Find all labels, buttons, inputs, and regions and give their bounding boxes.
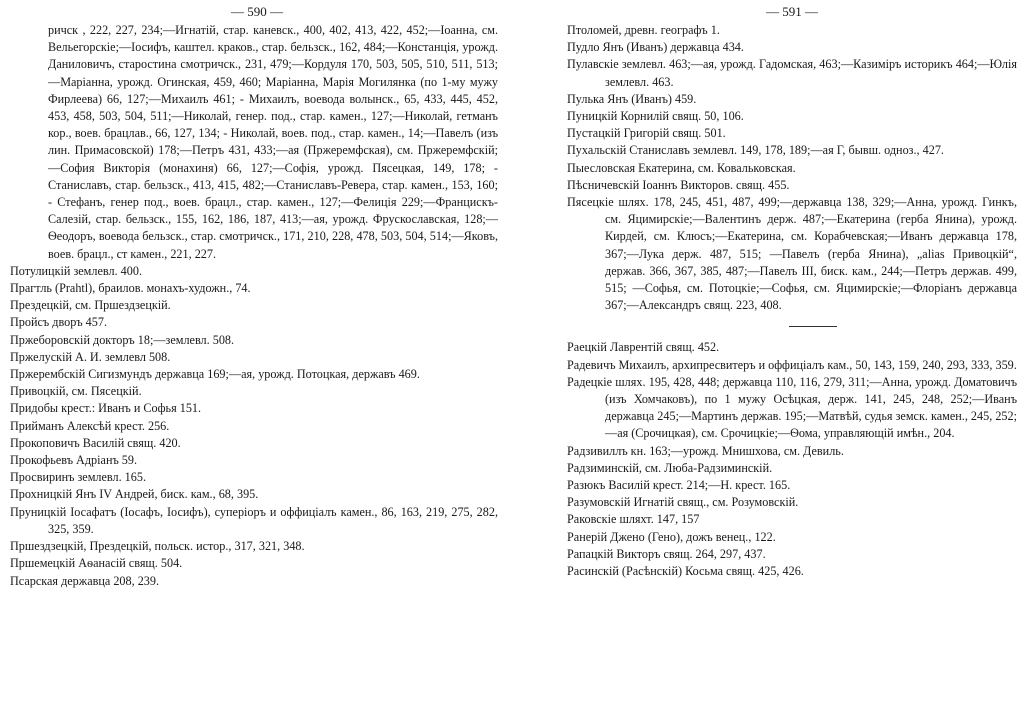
index-entry: Пулька Янъ (Иванъ) 459. (567, 91, 697, 106)
index-entry: Просвиринъ землевл. 165. (10, 470, 146, 485)
index-entry: Раковскіе шляхт. 147, 157 (567, 512, 700, 527)
index-entry: Пясецкіе шлях. 178, 245, 451, 487, 499;—державца 138, 329;—Анна, урожд. Гинкъ, см. Яцимирскіе;—Валентинъ держ. 487;—Екатерина (герба Янина), урожд. Кирдей, см. Клюсъ;—Екатерина, см. Корабчевская;—Иванъ державца 178, 367;—Лука держ. 487, 515; —Павелъ (герба Янина), „alias Привоцкій“, держав. 366, 367, 385, 487;—Павелъ III, биск. кам., 244;—Петръ держав. 499, 515; —Софья, см. Потоцкіе;—Софья, см. Яцимирскіе;—Флоріанъ державца 367;—Александръ свящ. 223, 408. (567, 195, 1017, 313)
index-entry: Пудло Янъ (Иванъ) державца 434. (567, 40, 744, 55)
left-index-column (10, 22, 498, 590)
index-entry: Пржелускій А. И. землевл 508. (10, 349, 171, 364)
index-entry: Придобы крест.: Иванъ и Софья 151. (10, 401, 202, 416)
index-entry: Потулицкій землевл. 400. (10, 263, 142, 278)
index-entry: Пулавскіе землевл. 463;—ая, урожд. Гадомская, 463;—Казиміръ историкъ 464;—Юлія землевл. 463. (567, 57, 1017, 89)
right-page-number: — 591 — (766, 4, 818, 19)
index-entry: Расинскій (Расѣнскій) Косьма свящ. 425, 426. (567, 564, 804, 579)
index-entry: Рапацкій Викторъ свящ. 264, 297, 437. (567, 546, 766, 561)
section-divider (789, 326, 837, 327)
index-entry: Разюкъ Василій крест. 214;—Н. крест. 165. (567, 478, 791, 493)
index-entry: Пухальскій Станиславъ землевл. 149, 178, 189;—ая Г, бывш. одноз., 427. (567, 143, 944, 158)
index-entry: Пруницкій Іосафатъ (Іосафъ, Іосифъ), суперіоръ и оффиціалъ камен., 86, 163, 219, 275, 282, 325, 359. (10, 504, 498, 536)
index-entry: Привоцкій, см. Пясецкій. (10, 384, 142, 399)
index-entry: Радзивиллъ кн. 163;—урожд. Мнишхова, см. Девиль. (567, 443, 844, 458)
index-entry: Пустацкій Григорій свящ. 501. (567, 126, 726, 141)
index-entry: Пржеборовскій докторъ 18;—землевл. 508. (10, 332, 235, 347)
index-entry: Псарская державца 208, 239. (10, 573, 160, 588)
index-entry: Прокофьевъ Адріанъ 59. (10, 453, 138, 468)
index-entry: Радзиминскій, см. Люба-Радзиминскій. (567, 460, 773, 475)
index-entry: Разумовскій Игнатій свящ., см. Розумовскій. (567, 495, 799, 510)
index-entry: Пыесловская Екатерина, см. Ковальковская. (567, 160, 796, 175)
index-entry: Прийманъ Алексѣй крест. 256. (10, 418, 170, 433)
index-entry: Ранерій Джено (Гено), дожъ венец., 122. (567, 529, 776, 544)
index-entry: Прохницкій Янъ IV Андрей, биск. кам., 68, 395. (10, 487, 259, 502)
index-entry: Пршемецкій Аѳанасій свящ. 504. (10, 556, 183, 571)
index-entry: Прагтль (Prahtl), браилов. монахъ-художн., 74. (10, 281, 251, 296)
index-entry: Пройсъ дворъ 457. (10, 315, 108, 330)
index-entry: Пржерембскій Сигизмундъ державца 169;—ая, урожд. Потоцкая, державъ 469. (10, 367, 420, 382)
right-index-column (567, 22, 1017, 580)
left-page-number: — 590 — (231, 4, 283, 19)
index-entry: Раецкій Лаврентій свящ. 452. (567, 340, 720, 355)
index-entry: Прокоповичъ Василій свящ. 420. (10, 435, 181, 450)
index-entry: Пѣсничевскій Іоаннъ Викторов. свящ. 455. (567, 177, 790, 192)
index-entry: Пуницкій Корнилій свящ. 50, 106. (567, 109, 744, 124)
index-entry: Радецкіе шлях. 195, 428, 448; державца 110, 116, 279, 311;—Анна, урожд. Доматовичъ (изъ Хомчаковъ), по 1 мужу Осѣцкая, держ. 141, 245, 248, 252;—Иванъ державца 245;—Мартинъ держав. 195;—Матвѣй, судья земск. камен., 245, 252;—ая (Срочицкая), см. Срочицкіе;—Ѳома, управляющій имѣн., 204. (567, 374, 1017, 441)
index-entry: Пршездзецкій, Прездецкій, польск. истор., 317, 321, 348. (10, 539, 305, 554)
index-entry: Радевичъ Михаилъ, архипресвитеръ и оффиціалъ кам., 50, 143, 159, 240, 293, 333, 359. (567, 357, 1017, 372)
index-entry: ричск , 222, 227, 234;—Игнатій, стар. каневск., 400, 402, 413, 422, 452;—Іоанна, см. Вельегорскіе;—Іосифъ, каштел. краков., стар. бельзск., 162, 484;—Констанція, урожд. Даниловичъ, старостина смотричск., 231, 479;—Кордуля 170, 503, 505, 510, 511, 513;—Маріанна, урожд. Огинская, 459, 460; Маріанна, Марія Могилянка (по 1-му мужу Фирлеева) 66, 127;—Михаилъ 461; - Михаилъ, воевода волынск., 65, 433, 445, 452, 453, 458, 503, 504, 511;—Николай, генер. под., стар. камен., 127;—Николай, гетманъ кор., воев. брацлав., 66, 127, 134; - Николай, воев. под., стар. камен., 14;—Павелъ (изъ лин. Примасовской) 178;—Петръ 431, 433;—ая (Пржеремфская), см. Пржеремфскій;—София Викторія (монахиня) 66, 127;—Софія, урожд. Пясецкая, 149, 178; - Станиславъ, стар. бельзск., 413, 415, 482;—Станиславъ-Ревера, стар. камен., 153, 160; - Стефанъ, генер под., воев. брацл., стар. камен., 127;—Фелиція 229;—Францискъ-Салезій, стар. бельзск., 155, 162, 186, 187, 413;—ая, урожд. Фрускославская, 128;—Ѳеодоръ, воевода бельзск., стар. смотричск., 171, 210, 228, 478, 503, 504, 514;—Яковъ, воев. брацл., ст камен., 221, 227. (48, 23, 498, 261)
index-entry: Птоломей, древн. географъ 1. (567, 23, 720, 37)
index-entry: Прездецкій, см. Пршездзецкій. (10, 298, 171, 313)
